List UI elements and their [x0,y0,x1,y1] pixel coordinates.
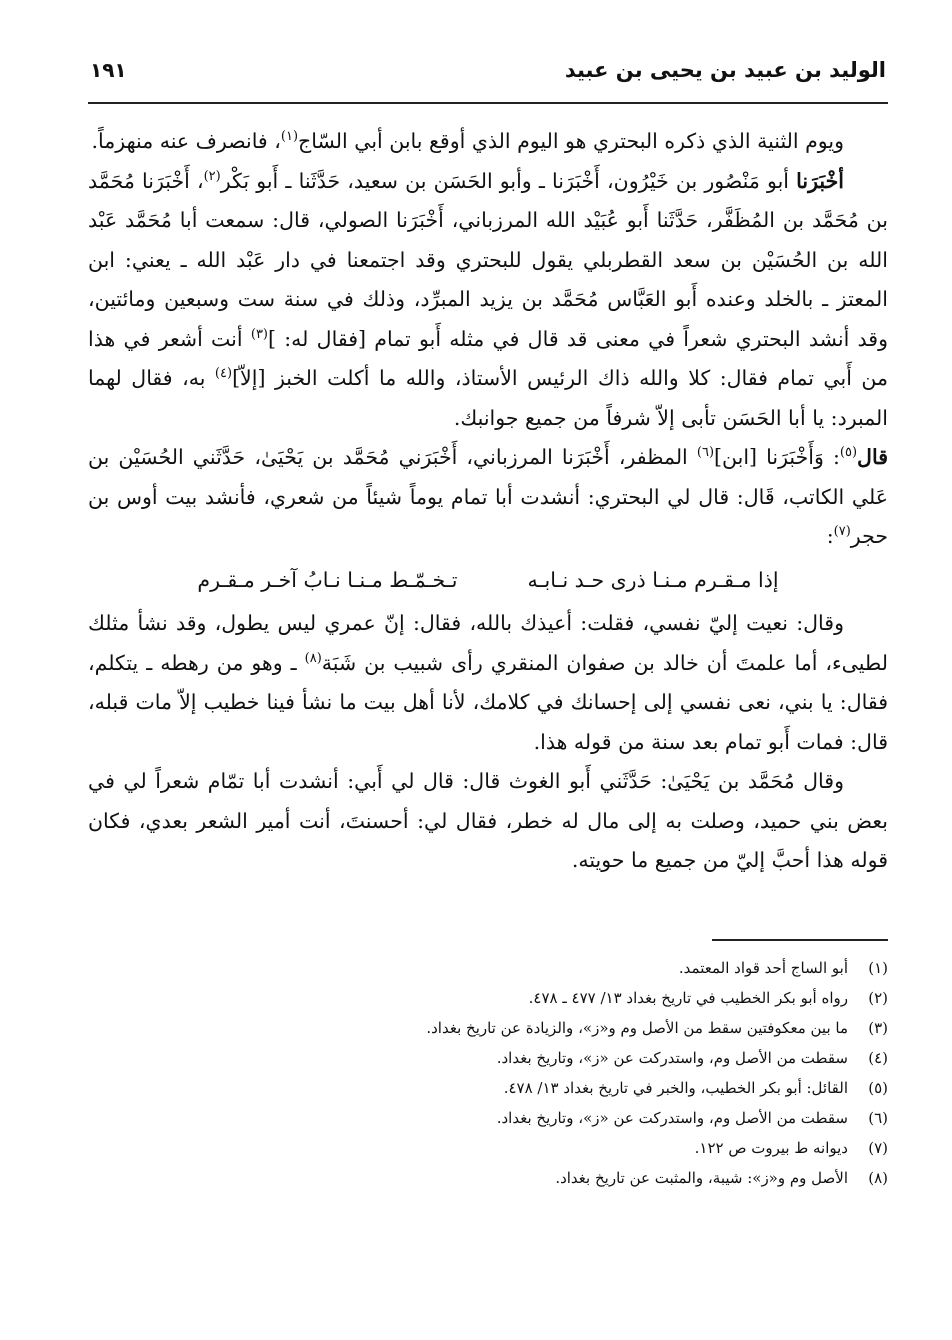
footnote [88,1163,888,1193]
page-header [88,58,888,104]
paragraph-lead-word: أخْبَرَنا [796,168,844,193]
page-number: ١٩١ [90,58,127,82]
footnote [88,1103,888,1133]
book-page [88,58,888,1193]
verse-second-hemistich: تـخـمّـط مـنـا نـابُ آخـر مـقـرم [197,567,458,592]
footnote-number: (٤) [868,1048,888,1067]
footnote [88,1133,888,1163]
footnote-text: رواه أبو بكر الخطيب في تاريخ بغداد ١٣/ ٤٧٧ ـ ٤٧٨. [528,988,848,1007]
paragraph-text: أبو مَنْصُور بن خَيْرُون، أَخْبَرَنا ـ وأبو الحَسَن بن سعيد، حَدَّثَنا ـ أَبو بَكْر [220,168,797,193]
paragraph-5 [88,762,888,881]
paragraph-text: المظفر، أَخْبَرَنا المرزباني، أَخْبَرَني مُحَمَّد بن يَحْيَىٰ، حَدَّثَني الحُسَيْن بن عَلي الكاتب، قَال: قال لي البحتري: أنشدت أبا تمام يوماً شيئاً من شعري، فأنشد بيت أوس بن حجر [88,445,888,548]
paragraph-text: ـ وهو من رهطه ـ يتكلم، فقال: يا بني، نعى نفسي إلى إحسانك في كلامك، لأنا أهل بيت ما نشأ فينا خطيب إلاّ مات قبله، قال: فمات أَبو تمام بعد سنة من قوله هذا. [88,650,888,754]
paragraph-2 [88,162,888,439]
footnote-text: أبو الساج أحد قواد المعتمد. [678,958,848,977]
footnote [88,953,888,983]
footnote-ref: (١) [280,129,299,145]
footnote-number: (٦) [868,1108,888,1127]
paragraph-text: أنت أشعر في هذا من أَبي تمام فقال: كلا والله ذاك الرئيس الأستاذ، والله ما أكلت الخبز [إلاّ] [88,326,888,390]
footnote-separator [712,939,888,941]
footnote [88,1013,888,1043]
footnote-ref: (٨) [304,650,322,666]
footnote [88,1073,888,1103]
footnote-text: ما بين معكوفتين سقط من الأصل وم و«ز»، والزيادة عن تاريخ بغداد. [426,1018,848,1037]
footnote-ref: (٢) [203,168,221,184]
footnote-ref: (٤) [214,366,233,382]
paragraph-text: ويوم الثنية الذي ذكره البحتري هو اليوم الذي أوقع بابن أبي السّاج [298,129,844,153]
footnote-number: (٢) [868,988,888,1007]
footnote-text: ديوانه ط بيروت ص ١٢٢. [694,1138,848,1157]
verse-first-hemistich: إذا مـقـرم مـنـا ذرى حـد نـابـه [527,567,779,592]
footnote-ref: (٥) [839,445,858,461]
footnote [88,983,888,1013]
footnote [88,1043,888,1073]
footnote-text: سقطت من الأصل وم، واستدركت عن «ز»، وتاريخ بغداد. [496,1048,848,1067]
paragraph-4 [88,604,888,762]
footnote-ref: (٣) [250,326,268,342]
paragraph-text: : [826,524,834,548]
paragraph-text: وقال: نعيت إليّ نفسي، فقلت: أعيذك بالله، فقال: إنّ عمري ليس يطول، وقد نشأ مثلك لطيىء، أما علمتَ أن خالد بن صفوان المنقري رأى شبيب بن شَبَة [88,611,888,675]
paragraph-text: ، فانصرف عنه منهزماً. [91,129,281,153]
paragraph-3 [88,438,888,557]
paragraph-text: وقال مُحَمَّد بن يَحْيَىٰ: حَدَّثَني أَبو الغوث قال: قال لي أَبي: أنشدت أبا تمّام شعراً لي في بعض بني حميد، وصلت به إلى مال له خطر، فقال لي: أحسنتَ، أنت أمير الشعر بعدي، فكان قوله هذا أحبَّ إليّ من جميع ما حويته. [88,769,888,872]
running-title: الوليد بن عبيد بن يحيى بن عبيد [564,58,886,82]
footnote-text: القائل: أبو بكر الخطيب، والخبر في تاريخ بغداد ١٣/ ٤٧٨. [503,1078,848,1097]
paragraph-text: : وَأَخْبَرَنا [ابن] [714,445,840,469]
footnote-text: سقطت من الأصل وم، واستدركت عن «ز»، وتاريخ بغداد. [496,1108,848,1127]
footnote-number: (٨) [868,1168,888,1187]
main-text [88,122,888,881]
footnotes [88,953,888,1193]
footnote-number: (٥) [868,1078,888,1097]
paragraph-text: ، أَخْبَرَنا مُحَمَّد بن مُحَمَّد بن المُظَفَّر، حَدَّثَنا أَبو عُبَيْد الله المرزباني، أَخْبَرَنا الصولي، قال: سمعت أبا مُحَمَّد عَبْد الله بن الحُسَيْن بن سعد القطربلي يقول للبحتري وقد اجتمعنا في دار عَبْد الله ـ يعني: ابن المعتز ـ بالخلد وعنده أَبو العَبَّاس مُحَمَّد بن يزيد المبرِّد، وذلك في سنة ست وسبعين ومائتين، وقد أنشد البحتري شعراً في معنى قد قال في مثله أَبو تمام [فقال له: ] [88,168,888,351]
footnote-text: الأصل وم و«ز»: شيبة، والمثبت عن تاريخ بغداد. [555,1168,848,1187]
paragraph-lead-word: قال [857,445,888,469]
footnote-number: (٣) [868,1018,888,1037]
paragraph-1 [88,122,888,162]
footnote-number: (١) [868,958,888,977]
poem-verse [88,561,888,601]
footnote-ref: (٦) [696,445,715,461]
footnote-ref: (٧) [833,524,851,540]
footnote-number: (٧) [868,1138,888,1157]
paragraph-text: به، فقال لهما المبرد: يا أبا الحَسَن تأبى إلاّ شرفاً من جميع جوانبك. [88,366,888,430]
